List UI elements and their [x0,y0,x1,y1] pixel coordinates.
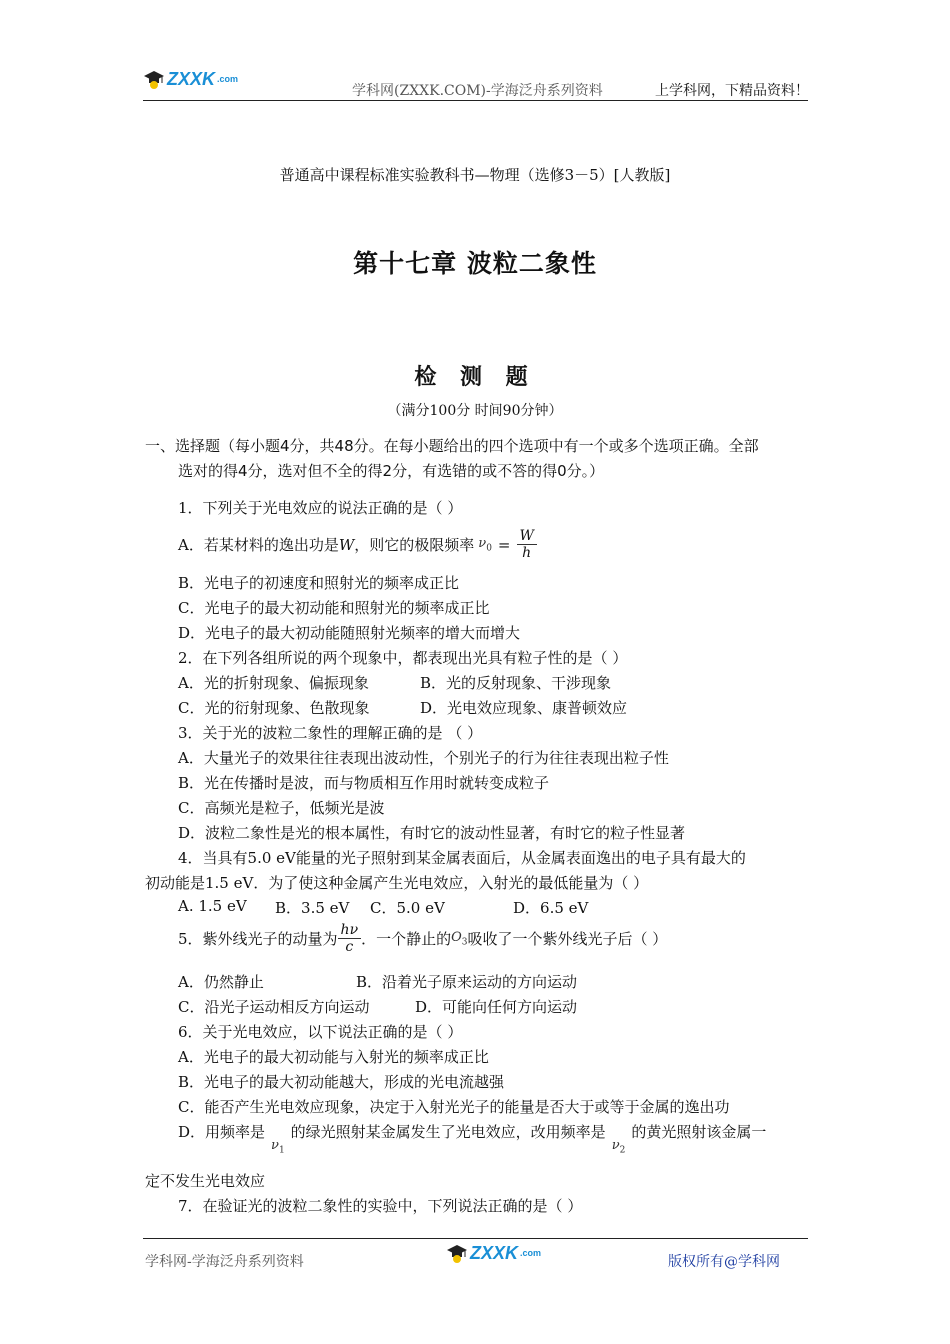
footer-rule [143,1238,808,1239]
question-1-stem: 1．下列关于光电效应的说法正确的是（ ） [178,499,463,517]
section-heading-line1: 一、选择题（每小题4分，共48分。在每小题给出的四个选项中有一个或多个选项正确。全部 [145,437,759,455]
q5-stem-c: 吸收了一个紫外线光子后（ ） [467,930,668,948]
question-6-option-d-cont: 定不发生光电效应 [145,1172,266,1190]
question-3-stem: 3．关于光的波粒二象性的理解正确的是 （ ） [178,724,483,742]
question-4-option-c: C．5.0 eV [370,899,445,917]
question-4-option-b: B．3.5 eV [275,899,350,917]
question-2-option-c: C．光的衍射现象、色散现象 [178,699,370,717]
q1-a-nu0: $\nu_0$ [478,535,492,554]
q6-d-c: 的黄光照射该金属一 [631,1123,767,1141]
exam-note: （满分100分 时间90分钟） [387,403,563,419]
question-5-stem [178,922,667,955]
q6-nu2: $\nu_2$ [611,1138,626,1156]
footer-right-text: 版权所有@学科网 [668,1254,780,1270]
question-3-option-a: A．大量光子的效果往往表现出波动性，个别光子的行为往往表现出粒子性 [178,749,669,767]
question-2-option-d: D．光电效应现象、康普顿效应 [420,699,628,717]
question-1-option-b: B．光电子的初速度和照射光的频率成正比 [178,574,460,592]
question-6-option-b: B．光电子的最大初动能越大，形成的光电流越强 [178,1073,505,1091]
chapter-title: 第十七章 波粒二象性 [353,249,597,278]
question-5-option-d: D．可能向任何方向运动 [415,998,578,1016]
q6-d-b: 的绿光照射某金属发生了光电效应，改用频率是 [290,1123,606,1141]
question-6-option-d [178,1121,767,1156]
exam-title: 检 测 题 [414,365,536,390]
header-rule [143,100,808,101]
question-6-option-c: C．能否产生光电效应现象，决定于入射光光子的能量是否大于或等于金属的逸出功 [178,1098,730,1116]
question-2-stem: 2．在下列各组所说的两个现象中，都表现出光具有粒子性的是（ ） [178,649,628,667]
question-4-option-d: D．6.5 eV [513,899,589,917]
question-5-option-a: A．仍然静止 [178,973,264,991]
q1-a-w: W [338,535,355,554]
header-center-text: 学科网(ZXXK.COM)-学海泛舟系列资料 [352,83,603,99]
footer-logo-text: ZXXK [470,1242,519,1263]
q1-a-denominator: h [522,545,532,561]
graduation-cap-icon [143,68,165,90]
question-7-stem: 7．在验证光的波粒二象性的实验中，下列说法正确的是（ ） [178,1197,583,1215]
logo-text: ZXXK [167,68,216,89]
q1-a-numerator: W [517,528,537,545]
question-3-option-d: D．波粒二象性是光的根本属性，有时它的波动性显著，有时它的粒子性显著 [178,824,686,842]
question-4-option-a: A. 1.5 eV [178,897,247,915]
question-6-option-a: A．光电子的最大初动能与入射光的频率成正比 [178,1048,489,1066]
header-logo [143,68,238,90]
question-6-stem: 6．关于光电效应，以下说法正确的是（ ） [178,1023,463,1041]
q1-a-text2: ，则它的极限频率 [354,536,475,554]
question-3-option-c: C．高频光是粒子，低频光是波 [178,799,385,817]
book-subtitle: 普通高中课程标准实验教科书—物理（选修3－5）[人教版] [279,166,671,184]
q5-stem-b: ．一个静止的 [361,930,452,948]
question-3-option-b: B．光在传播时是波，而与物质相互作用时就转变成粒子 [178,774,550,792]
question-2-option-a: A．光的折射现象、偏振现象 [178,674,369,692]
question-2-option-b: B．光的反射现象、干涉现象 [420,674,612,692]
question-1-option-c: C．光电子的最大初动能和照射光的频率成正比 [178,599,490,617]
q1-a-text: A．若某材料的逸出功是 [178,536,339,554]
question-5-option-b: B．沿着光子原来运动的方向运动 [356,973,578,991]
footer-left-text: 学科网-学海泛舟系列资料 [145,1254,304,1270]
question-1-option-d: D．光电子的最大初动能随照射光频率的增大而增大 [178,624,521,642]
graduation-cap-icon [446,1242,468,1264]
q5-numerator: hν [338,922,362,939]
question-4-stem-line1: 4．当具有5.0 eV能量的光子照射到某金属表面后，从金属表面逸出的电子具有最大的 [178,849,746,867]
q1-a-fraction [517,528,537,561]
footer-logo-com: .com [520,1248,542,1258]
question-5-option-c: C．沿光子运动相反方向运动 [178,998,370,1016]
section-heading-line2: 选对的得4分，选对但不全的得2分，有选错的或不答的得0分。） [178,462,605,480]
footer-logo [446,1242,541,1264]
q6-d-a: D．用频率是 [178,1123,266,1141]
q5-fraction [338,922,362,955]
question-1-option-a [178,528,537,561]
header-right-text: 上学科网，下精品资料！ [655,83,809,99]
logo-com: .com [217,74,239,84]
q5-o3: $O_3$ [451,929,468,948]
question-4-stem-line2: 初动能是1.5 eV．为了使这种金属产生光电效应，入射光的最低能量为（ ） [145,874,649,892]
q5-denominator: c [345,939,354,955]
q5-stem-a: 5．紫外线光子的动量为 [178,930,338,948]
q1-a-equals: = [497,535,511,554]
q6-nu1: $\nu_1$ [271,1138,285,1156]
